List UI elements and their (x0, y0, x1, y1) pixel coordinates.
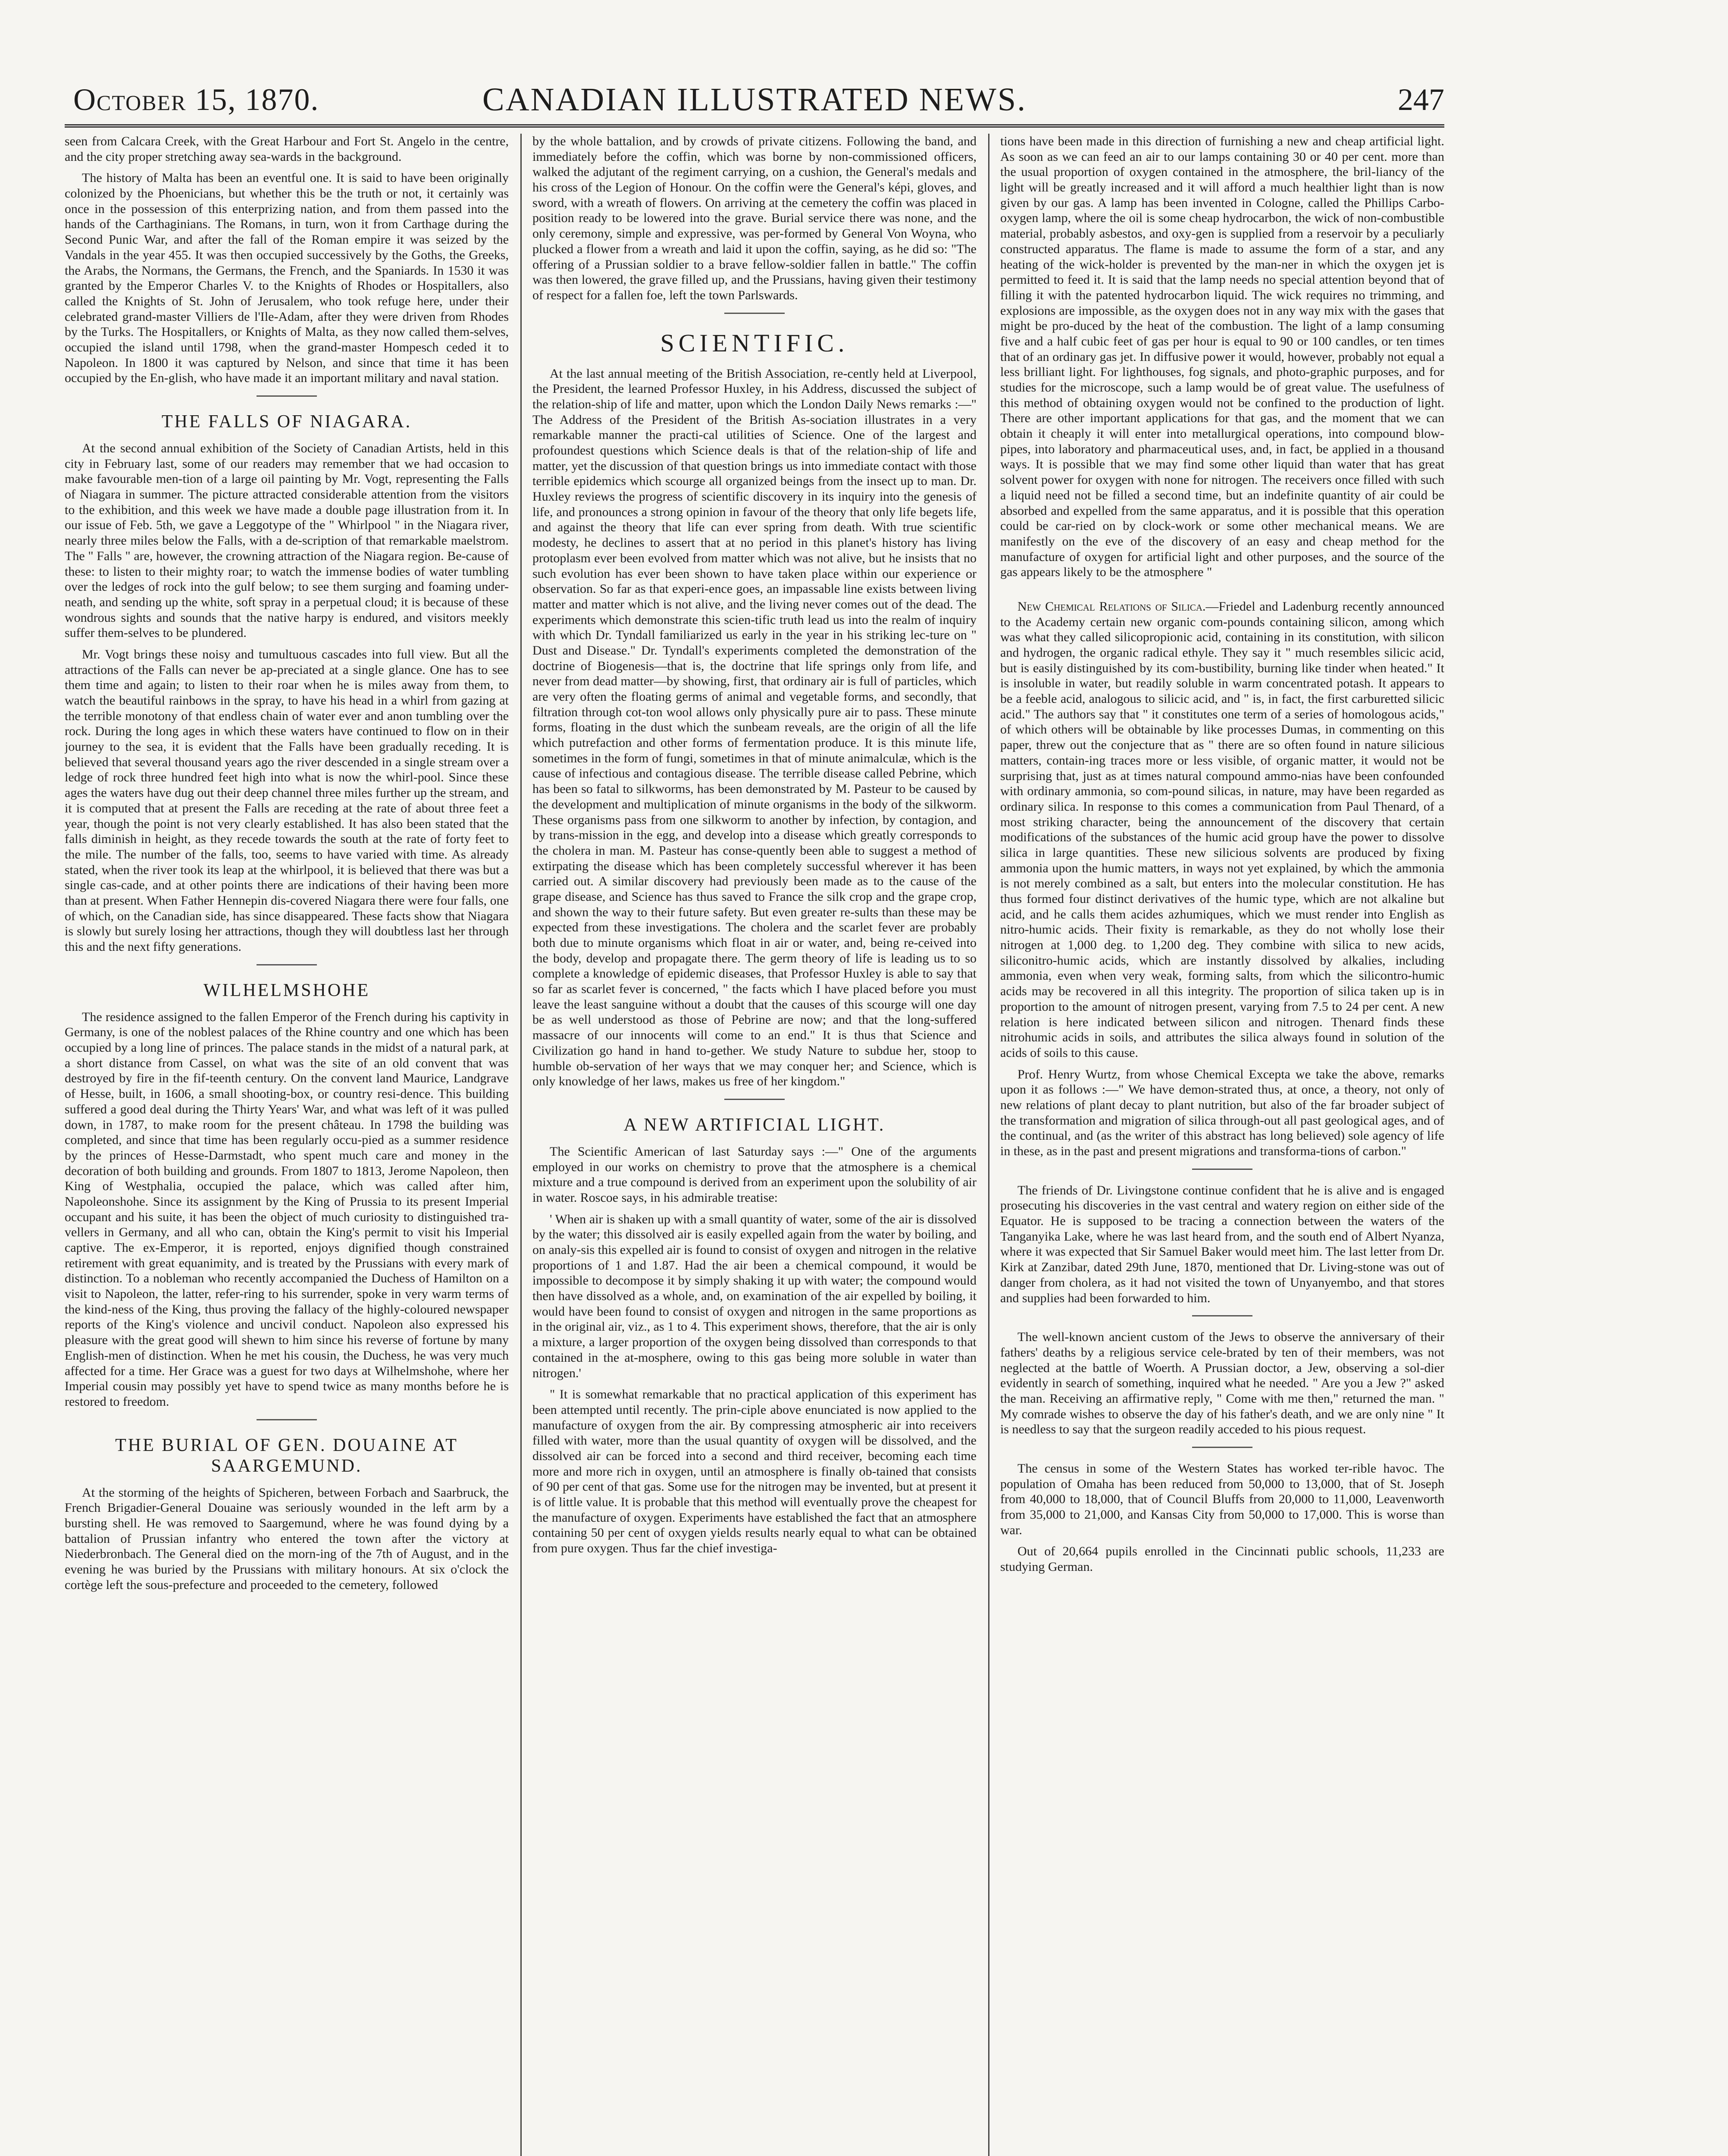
column-1 (65, 134, 509, 2156)
page-header (65, 65, 1444, 116)
article-paragraph: The Scientific American of last Saturday says :—" One of the arguments employed in our works on chemistry to prove that the atmosphere is a chemical mixture and a true compound is derived from an experiment upon the solubility of air in water. Roscoe says, in his admirable treatise: (532, 1144, 977, 1205)
article-paragraph: The census in some of the Western States has worked ter-rible havoc. The population of Omaha has been reduced from 50,000 to 13,000, that of St. Joseph from 40,000 to 18,000, that of Council Bluffs from 20,000 to 11,000, Leavenworth from 35,000 to 21,000, and Kansas City from 50,000 to 17,000. This is worse than war. (1000, 1461, 1444, 1537)
article-heading-falls: THE FALLS OF NIAGARA. (161, 412, 412, 432)
article-paragraph: Prof. Henry Wurtz, from whose Chemical Excepta we take the above, remarks upon it as follows :—" We have demon-strated thus, at once, a theory, not only of new relations of plant decay to plant nutrition, but also of the far broader subject of the transformation and migration of silica through-out all past geological ages, and of the continual, and (as the writer of this abstract has long believed) sole agency of life in these, as in the past and present migrations and transforma-tions of carbon." (1000, 1067, 1444, 1158)
section-heading-scientific: SCIENTIFIC. (660, 329, 849, 357)
article-paragraph: tions have been made in this direction of furnishing a new and cheap artificial light. As soon as we can feed an air to our lamps containing 30 or 40 per cent. more than the usual proportion of oxygen contained in the atmosphere, the bril-liancy of the light will be greatly increased and it will afford a much healthier light than is now given by our gas. A lamp has been invented in Cologne, called the Phillips Carbo-oxygen lamp, where the oil is some cheap hydrocarbon, the wick of non-combustible material, probably asbestos, and oxy-gen is supplied from a reservoir by a peculiarly constructed apparatus. The flame is made to assume the form of a star, and any heating of the wick-holder is prevented by the man-ner in which the oxygen jet is permitted to feed it. It is said that the lamp needs no special attention beyond that of filling it with the patented hydrocarbon liquid. The wick requires no trimming, and explosions are impossible, as the oxygen does not in any way mix with the gases that might be pro-duced by the heat of the combustion. The light of a lamp consuming five and a half cubic feet of gas per hour is equal to 90 or 100 candles, or ten times that of an ordinary gas jet. In diffusive power it would, however, probably not equal a less brilliant light. For lighthouses, fog signals, and photo-graphic purposes, and for studies for the microscope, such a lamp would be of great value. The usefulness of this method of obtaining oxygen would not be confined to the production of light. There are other important applications for that gas, and the moment that we can obtain it cheaply it will enter into metallurgical operations, into compound blow-pipes, into laboratory and pharmaceutical uses, and, in fact, be applied in a thousand ways. It is possible that we may find some other liquid than water that has great solvent power for oxygen with none for nitrogen. The receivers once filled with such a liquid need not be filled a second time, but an indefinite quantity of air could be absorbed and expelled from the same apparatus, and it is possible that this operation could be car-ried on by clock-work or some other mechanical means. We are manifestly on the eve of the discovery of an easy and cheap method for the manufacture of oxygen for artificial light and other purposes, and the source of the gas appears likely to be the atmosphere " (1000, 134, 1444, 580)
section-rule (257, 395, 317, 397)
section-rule (724, 313, 785, 314)
article-paragraph: The residence assigned to the fallen Emperor of the French during his captivity in Germany, is one of the noblest palaces of the Rhine country and one which has been occupied by a long line of princes. The palace stands in the midst of a natural park, at a short distance from Cassel, on what was the site of an old convent that was destroyed by fire in the fif-teenth century. On the convent land Maurice, Landgrave of Hesse, built, in 1606, a small shooting-box, or country resi-dence. This building suffered a good deal during the Thirty Years' War, and what was left of it was pulled down, in 1787, to make room for the present château. In 1798 the building was completed, and since that time has been regularly occu-pied as a summer residence by the princes of Hesse-Darmstadt, who spent much care and money in the decoration of both building and grounds. From 1807 to 1813, Jerome Napoleon, then King of Westphalia, occupied the palace, which was called after him, Napoleonshohe. Since its assignment by the King of Prussia to its present Imperial occupant and his suite, it has been the object of much curiosity to distinguished tra-vellers in Germany, and all who can, obtain the King's permit to visit his Imperial captive. The ex-Emperor, it is reported, enjoys dignified though constrained retirement with great equanimity, and is treated by the Prussians with every mark of distinction. To a nobleman who recently accompanied the Duchess of Hamilton on a visit to Napoleon, the latter, refer-ring to his surrender, spoke in very warm terms of the kind-ness of the King, thus proving the fallacy of the highly-coloured newspaper reports of the King's violence and uncivil conduct. Napoleon also expressed his pleasure with the great good will shewn to him since his reverse of fortune by many English-men of distinction. When he met his cousin, the Duchess, he was very much affected for a time. Her Grace was a guest for two days at Wilhelmshohe, where her Imperial cousin may possibly yet have to spend twice as many months before he is restored to freedom. (65, 1009, 509, 1409)
article-paragraph: At the last annual meeting of the British Association, re-cently held at Liverpool, the President, the learned Professor Huxley, in his Address, discussed the subject of the relation-ship of life and matter, upon which the London Daily News remarks :—" The Address of the President of the British As-sociation illustrates in a very remarkable manner the practi-cal utilities of Science. One of the largest and profoundest questions which Science deals is that of the relation-ship of life and matter, yet the discussion of that question brings us into immediate contact with those terrible epidemics which scourge all organized beings from the insect up to man. Dr. Huxley reviews the progress of scientific discovery in its inquiry into the genesis of life, and pronounces a strong opinion in favour of the theory that only life begets life, and against the theory that life can ever spring from death. With true scientific modesty, he declines to assert that at no period in this planet's history has living protoplasm ever been evolved from matter which was not alive, but he insists that no such evolution has ever been shown to have taken place within our experience or observation. So far as that experi-ence goes, an impassable line exists between living matter and matter which is not alive, and the living never comes out of the dead. The experiments which demonstrate this scien-tific truth lead us into the realm of inquiry with which Dr. Tyndall familiarized us early in the year in his striking lec-ture on " Dust and Disease." Dr. Tyndall's experiments completed the demonstration of the doctrine of Biogenesis—that is, the doctrine that life springs only from life, and never from dead matter—by showing, first, that ordinary air is full of particles, which are very often the floating germs of animal and vegetable forms, and secondly, that filtration through cot-ton wool allows only physically pure air to pass. These minute forms, floating in the dust which the sunbeam reveals, are the origin of all the life which putrefaction and other forms of fermentation produce. It is this minute life, sometimes in the form of fungi, sometimes in that of minute animalculæ, which is the cause of infectious and contagious disease. The terrible disease called Pebrine, which has been so fatal to silkworms, has been demonstrated by M. Pasteur to be caused by the development and multiplication of minute organisms in the body of the silkworm. These organisms pass from one silkworm to another by infection, by contagion, and by trans-mission in the egg, and develop into a disease which greatly corresponds to the cholera in man. M. Pasteur has conse-quently been able to suggest a method of extirpating the disease which has been completely successful wherever it has been carried out. A similar discovery had previously been made as to the cause of the grape disease, and Science has thus saved to France the silk crop and the grape crop, and shown the way to their future safety. But even greater re-sults than these may be expected from these investigations. The cholera and the scarlet fever are probably both due to minute organisms which float in air or water, and, being re-ceived into the body, develop and propagate there. The germ theory of life is leading us to so complete a knowledge of epidemic diseases, that Professor Huxley is able to say that so far as scarlet fever is concerned, " the facts which I have placed before you must leave the least sanguine without a doubt that the causes of this scourge will one day be as well understood as those of Pebrine are now; and that the long-suffered massacre of our innocents will come to an end." It is thus that Science and Civilization go hand in hand to-gether. We study Nature to subdue her, stoop to humble ob-servation of her ways that we may conquer her; and Science, which is only knowledge of her laws, makes us free of her kingdom." (532, 366, 977, 1089)
run-in-heading-silica: New Chemical Relations of Silica. (1017, 599, 1206, 614)
section-rule (257, 964, 317, 965)
article-paragraph: The history of Malta has been an eventful one. It is said to have been originally colonized by the Phoenicians, but whether this be the truth or not, it certainly was once in the possession of this enterprizing nation, and from them passed into the hands of the Carthaginians. The Romans, in turn, won it from Carthage during the Second Punic War, and after the fall of the Roman empire it was seized by the Vandals in the year 455. It was then occupied successively by the Goths, the Greeks, the Arabs, the Normans, the Germans, the French, and the Spaniards. In 1530 it was granted by the Emperor Charles V. to the Knights of Rhodes or Hospitallers, also called the Knights of St. John of Jerusalem, who took refuge here, under their celebrated grand-master Villiers de l'Ile-Adam, after they were driven from Rhodes by the Turks. The Hospitallers, or Knights of Malta, as they now called them-selves, occupied the island until 1798, when the grand-master Hompesch ceded it to Napoleon. In 1800 it was captured by Nelson, and since that time it has been occupied by the En-glish, who have made it an important military and naval station. (65, 171, 509, 385)
column-divider (988, 134, 989, 2156)
header-rule (65, 124, 1444, 128)
column-divider (520, 134, 522, 2156)
page-number: 247 (1398, 82, 1444, 117)
article-paragraph: " It is somewhat remarkable that no practical application of this experiment has been attempted until recently. The prin-ciple above enunciated is now applied to the manufacture of oxygen from the air. By compressing atmospheric air into receivers filled with water, more than the usual quantity of oxygen will be dissolved, and the dissolved air can be forced into a second and third receiver, becoming each time more and more rich in oxygen, until an atmosphere is finally ob-tained that consists of 90 per cent of that gas. Some use for the nitrogen may be invented, but at present it is of little value. It is probable that this method will eventually prove the cheapest for the manufacture of oxygen. Experiments have established the fact that an atmosphere containing 50 per cent of oxygen yields results nearly equal to what can be obtained from pure oxygen. Thus far the chief investiga- (532, 1387, 977, 1556)
article-heading-wilhelmshohe: WILHELMSHOHE (203, 980, 370, 1000)
article-heading-artificial-light: A NEW ARTIFICIAL LIGHT. (623, 1115, 886, 1135)
article-paragraph: The friends of Dr. Livingstone continue confident that he is alive and is engaged prosecuting his discoveries in the vast central and watery region on either side of the Equator. He is supposed to be tracing a connection between the waters of the Tanganyika Lake, where he was last heard from, and the south end of Albert Nyanza, where it was expected that Sir Samuel Baker would meet him. The last letter from Dr. Kirk at Zanzibar, dated 29th June, 1870, mentioned that Dr. Living-stone was out of danger from cholera, as it had not visited the town of Unyanyembo, and that stores and supplies had been forwarded to him. (1000, 1183, 1444, 1305)
article-paragraph: Mr. Vogt brings these noisy and tumultuous cascades into full view. But all the attractions of the Falls can never be ap-preciated at a single glance. One has to see them time and again; to listen to their roar when he is miles away from them, to watch the beautiful rainbows in the spray, to have his head in a whirl from gazing at the terrible monotony of that endless chain of water ever and anon tumbling over the rock. During the long ages in which these waters have continued to flow on in their journey to the sea, it is evident that the Falls have been gradually receding. It is believed that several thousand years ago the river descended in a single stream over a ledge of rock three hundred feet high into what is now the whirl-pool. Since these ages the waters have dug out their deep channel three miles further up the stream, and it is computed that at present the Falls are receding at the rate of about three feet a year, though the point is not very clearly established. It has also been stated that the falls diminish in height, as they recede towards the south at the rate of forty feet to the mile. The number of the falls, too, seems to have varied with time. As already stated, when the river took its leap at the whirlpool, it is believed that there was but a single cas-cade, and at other points there are indications of their having been more than at present. When Father Hennepin dis-covered Niagara there were four falls, one of which, on the Canadian side, has since disappeared. These facts show that Niagara is slowly but surely losing her attractions, though they will doubtless last her through this and the next fifty generations. (65, 647, 509, 954)
article-paragraph: At the second annual exhibition of the Society of Canadian Artists, held in this city in February last, some of our readers may remember that we had occasion to make favourable men-tion of a large oil painting by Mr. Vogt, representing the Falls of Niagara in summer. The picture attracted considerable attention from the visitors to the exhibition, and this week we have made a double page illustration from it. In our issue of Feb. 5th, we gave a Leggotype of the " Whirlpool " in the Niagara river, nearly three miles below the Falls, with a de-scription of that remarkable maelstrom. The " Falls " are, however, the crowning attraction of the Niagara region. Be-cause of these: to listen to their mighty roar; to watch the immense bodies of water tumbling over the ledges of rock into the gulf below; to see them surging and foaming under-neath, and sending up the white, soft spray in a perpetual cloud; it is because of these wondrous sights and sounds that the native harpy is endured, and visitors meekly suffer them-selves to be plundered. (65, 441, 509, 640)
issue-date: October 15, 1870. (73, 82, 319, 117)
quoted-paragraph: ' When air is shaken up with a small quantity of water, some of the air is dissolved by the water; this dissolved air is easily expelled again from the water by boiling, and on analy-sis this expelled air is found to consist of oxygen and nitrogen in the relative proportions of 1 and 1.87. Had the air been a chemical compound, it would be impossible to decompose it by simply shaking it up with water; the compound would then have dissolved as a whole, and, on examination of the air expelled by boiling, it would have been found to consist of oxygen and nitrogen in the same proportions as in the original air, viz., as 1 to 4. This experiment shows, therefore, that the air is only a mixture, a larger proportion of the oxygen being dissolved than corresponds to that contained in the at-mosphere, owing to this gas being more soluble in water than nitrogen.' (532, 1212, 977, 1380)
paragraph-text: —Friedel and Ladenburg recently announced to the Academy certain new organic com-pounds containing silicon, among which was what they called silicopropionic acid, containing in its constitution, with silicon and hydrogen, the organic radical ethyle. They say it " much resembles silicic acid, but is easily distinguished by its com-bustibility, burning like tinder when heated." It is insoluble in water, but readily soluble in warm concentrated potash. It appears to be a feeble acid, analogous to silicic acid, and " is, in fact, the first carburetted silicic acid." The authors say that " it constitutes one term of a series of homologous acids," of which others will be obtainable by like processes Dumas, in commenting on this paper, threw out the conjecture that as " there are so often found in nature silicious matters, contain-ing traces more or less visible, of organic matter, it would not be surprising that, just as at times natural compound ammo-nias have been confounded with ordinary ammonia, so com-pound silicas, in nature, may have been regarded as ordinary silica. In response to this comes a communication from Paul Thenard, of a most striking character, being the announcement of the discovery that certain modifications of the substances of the humic acid group have the power to dissolve silica in large quantities. These new silicious solvents are produced by fixing ammonia upon the humic matters, in ways not yet explained, by which the ammonia is not merely combined as a salt, but enters into the molecular constitution. He has thus formed four distinct derivatives of the humic type, which are not alkaline but acid, and he calls them acides azhumiques, which we must render into English as nitro-humic acids. Their fixity is remarkable, as they do not wholly lose their nitrogen at 1,000 deg. to 1,200 deg. They combine with silica to new acids, siliconitro-humic acids, which are instantly dissolved by alkalies, including ammonia, even when very weak, forming salts, from which the silicontro-humic acids may be recovered in all this integrity. The proportion of silica taken up is in proportion to the amount of nitrogen present, varying from 7.5 to 24 per cent. A new relation is here indicated between silicon and nitrogen. Thenard finds these nitrohumic acids in soils, and attributes the silica always found in solution of the acids of soils to this cause. (1000, 599, 1444, 1060)
section-rule (724, 1099, 785, 1100)
column-2 (532, 134, 977, 2156)
article-paragraph: At the storming of the heights of Spicheren, between Forbach and Saarbruck, the French Brigadier-General Douaine was seriously wounded in the left arm by a bursting shell. He was removed to Saargemund, where he was found dying by a battalion of Prussian infantry who entered the town after the victory at Niederbronbach. The General died on the morn-ing of the 7th of August, and in the evening he was buried by the Prussians with military honours. At six o'clock the cortège left the sous-prefecture and proceeded to the cemetery, followed (65, 1485, 509, 1592)
newspaper-page (65, 65, 1444, 2156)
section-rule (257, 1419, 317, 1420)
column-3 (1000, 134, 1444, 2156)
article-heading-burial: THE BURIAL OF GEN. DOUAINE AT SAARGEMUND. (115, 1435, 458, 1476)
article-paragraph: seen from Calcara Creek, with the Great Harbour and Fort St. Angelo in the centre, and the city proper stretching away sea-wards in the background. (65, 134, 509, 164)
article-paragraph: Out of 20,664 pupils enrolled in the Cincinnati public schools, 11,233 are studying German. (1000, 1544, 1444, 1574)
masthead-title: CANADIAN ILLUSTRATED NEWS. (482, 81, 1027, 118)
article-paragraph-silica (1000, 599, 1444, 1061)
article-paragraph: The well-known ancient custom of the Jews to observe the anniversary of their fathers' deaths by a religious service cele-brated by ten of their members, was not neglected at the battle of Woerth. A Prussian doctor, a Jew, observing a sol-dier evidently in search of something, inquired what he needed. " Are you a Jew ?" asked the man. Receiving an affirmative reply, " Come with me then," returned the man. " My comrade wishes to observe the day of his father's death, and we are only nine " It is needless to say that the surgeon readily acceded to his pious request. (1000, 1330, 1444, 1437)
article-paragraph: by the whole battalion, and by crowds of private citizens. Following the band, and immediately before the coffin, which was borne by non-commissioned officers, walked the adjutant of the regiment carrying, on a cushion, the General's medals and his cross of the Legion of Honour. On the coffin were the General's képi, gloves, and sword, with a wreath of flowers. On arriving at the cemetery the coffin was placed in position ready to be lowered into the grave. Burial service there was none, and the only ceremony, simple and expressive, was per-formed by General Von Woyna, who plucked a flower from a wreath and laid it upon the coffin, saying, as he did so: "The offering of a Prussian soldier to a brave fellow-soldier fallen in battle." The coffin was then lowered, the grave filled up, and the Prussians, having given their testimony of respect for a fallen foe, left the town Parlswards. (532, 134, 977, 302)
